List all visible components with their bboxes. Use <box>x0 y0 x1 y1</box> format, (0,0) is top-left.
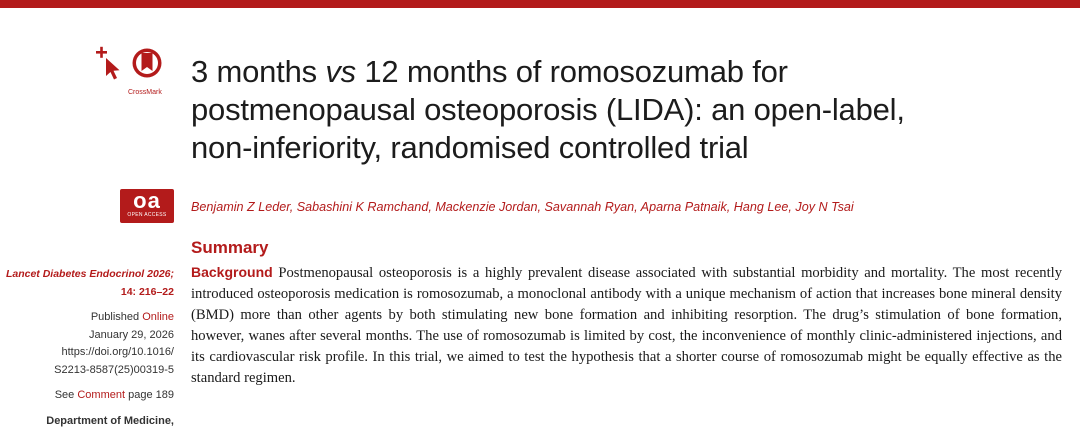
publication-date: January 29, 2026 <box>2 327 174 345</box>
background-text: Postmenopausal osteoporosis is a highly prevalent disease associated with substantial morbidity and mortality. The most recently introduced osteoporosis medication is romosozumab, a monoclonal antibody with a unique mechanism of action that increases bone mineral density (BMD) more than other agents by both stimulating new bone formation and inhibiting resorption. The drug’s stimulation of bone formation, however, wanes after several months. The use of romosozumab is limited by cost, the inconvenience of monthly clinic-administered injections, and its cardiovascular risk profile. In this trial, we aimed to test the hypothesis that a shorter course of romosozumab might be equally effective as the standard regimen. <box>191 265 1062 386</box>
title-part1: 3 months <box>191 54 325 89</box>
author-list: Benjamin Z Leder, Sabashini K Ramchand, Mackenzie Jordan, Savannah Ryan, Aparna Patnaik, Hang Lee, Joy N Tsai <box>191 200 1051 214</box>
article-sidebar <box>2 266 174 430</box>
comment-link[interactable]: Comment <box>77 389 125 401</box>
title-part2: 12 months of romosozumab for postmenopausal osteoporosis (LIDA): an open-label, non-inferiority, randomised controlled trial <box>191 54 905 165</box>
published-online: Published Online <box>2 309 174 327</box>
summary-heading: Summary <box>191 238 268 258</box>
crossmark-label: CrossMark <box>128 89 162 96</box>
open-access-badge[interactable] <box>120 189 174 223</box>
doi-line-2[interactable]: S2213-8587(25)00319-5 <box>2 362 174 380</box>
oa-sub-text: OPEN ACCESS <box>120 212 174 219</box>
journal-citation: Lancet Diabetes Endocrinol 2026; 14: 216–22 <box>2 266 174 301</box>
affiliation: Department of Medicine, <box>2 413 174 430</box>
see-comment: See Comment page 189 <box>2 387 174 405</box>
crossmark-icon <box>133 49 162 78</box>
background-label: Background <box>191 264 273 280</box>
background-paragraph <box>191 262 1062 388</box>
cursor-plus-icon <box>96 47 120 80</box>
doi-line-1[interactable]: https://doi.org/10.1016/ <box>2 344 174 362</box>
top-red-rule <box>0 0 1080 8</box>
oa-logo-text: oa <box>120 190 174 212</box>
article-title <box>191 53 971 167</box>
title-vs: vs <box>325 54 356 89</box>
